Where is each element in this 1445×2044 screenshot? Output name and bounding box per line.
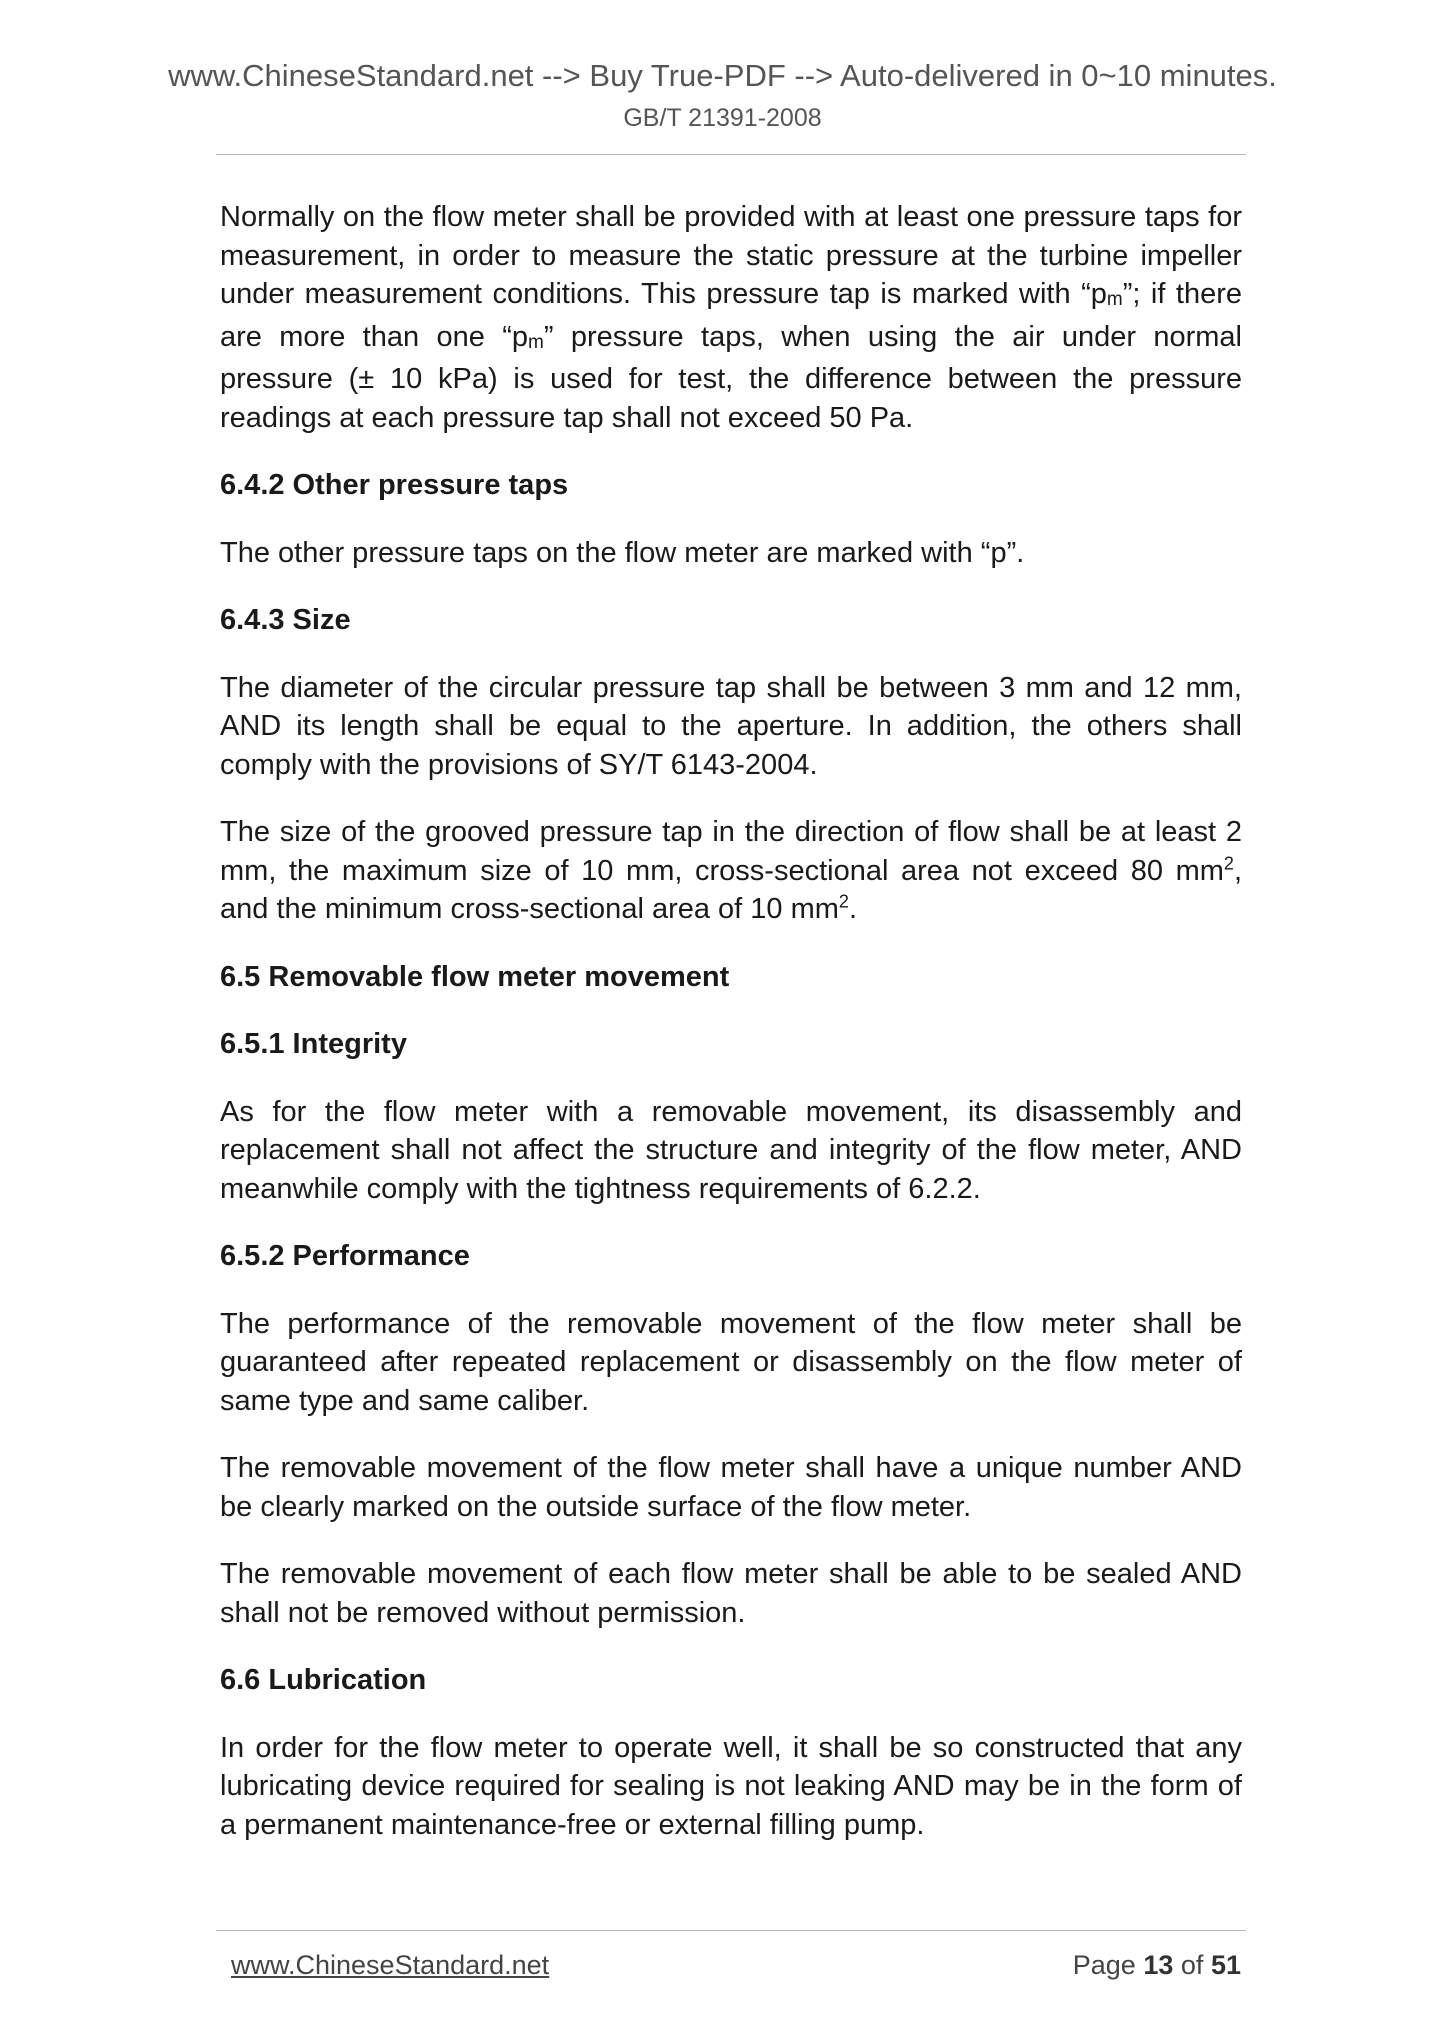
heading-6-5-1: 6.5.1 Integrity (220, 1028, 407, 1060)
paragraph-performance-1: The performance of the removable movement of the flow meter shall be guaranteed after repeated replacement or disassembly on the flow meter of same type and same caliber. (220, 1307, 1242, 1417)
heading-6-4-3: 6.4.3 Size (220, 604, 351, 636)
footer-divider (216, 1930, 1246, 1931)
paragraph-performance-2: The removable movement of the flow meter shall have a unique number AND be clearly marked on the outside surface of the flow meter. (220, 1452, 1242, 1523)
header-divider (216, 154, 1246, 155)
document-id: GB/T 21391-2008 (623, 104, 822, 132)
paragraph-grooved-tap-size: The size of the grooved pressure tap in the direction of flow shall be at least 2 mm, the maximum size of 10 mm, cross-sectional area not exceed 80 $mm^2$, and the minimum cross-sectional area of 10 $mm^2$. (220, 816, 1242, 925)
header-banner: www.ChineseStandard.net --> Buy True-PDF --> Auto-delivered in 0~10 minutes. (168, 58, 1277, 93)
total-pages: 51 (1210, 1950, 1241, 1980)
page-content (220, 198, 1242, 1873)
footer-site-link[interactable]: www.ChineseStandard.net (231, 1950, 550, 1980)
paragraph-circular-tap-size: The diameter of the circular pressure tap shall be between 3 mm and 12 mm, AND its length shall be equal to the aperture. In addition, the others shall comply with the provisions of SY/T 6143-2004. (220, 671, 1242, 781)
paragraph-integrity: As for the flow meter with a removable movement, its disassembly and replacement shall not affect the structure and integrity of the flow meter, AND meanwhile comply with the tightness requirements of 6.2.2. (220, 1095, 1242, 1205)
page-indicator: Page 13 of 51 (1072, 1950, 1241, 1980)
heading-6-5-2: 6.5.2 Performance (220, 1240, 470, 1272)
heading-6-5: 6.5 Removable flow meter movement (220, 960, 730, 993)
paragraph-performance-3: The removable movement of each flow meter shall be able to be sealed AND shall not be removed without permission. (220, 1558, 1242, 1629)
paragraph-pressure-tap-pm: Normally on the flow meter shall be provided with at least one pressure taps for measurement, in order to measure the static pressure at the turbine impeller under measurement conditions. This pressure tap is marked with “$p_m$”; if there are more than one “$p_m$” pressure taps, when using the air under normal pressure (± 10 kPa) is used for test, the difference between the pressure readings at each pressure tap shall not exceed 50 Pa. (220, 201, 1243, 434)
paragraph-other-taps: The other pressure taps on the flow meter are marked with “p”. (220, 536, 1025, 569)
paragraph-lubrication: In order for the flow meter to operate well, it shall be so constructed that any lubricating device required for sealing is not leaking AND may be in the form of a permanent maintenance-free or external filling pump. (220, 1731, 1242, 1841)
current-page: 13 (1143, 1950, 1174, 1980)
heading-6-4-2: 6.4.2 Other pressure taps (220, 469, 569, 501)
heading-6-6: 6.6 Lubrication (220, 1664, 427, 1696)
